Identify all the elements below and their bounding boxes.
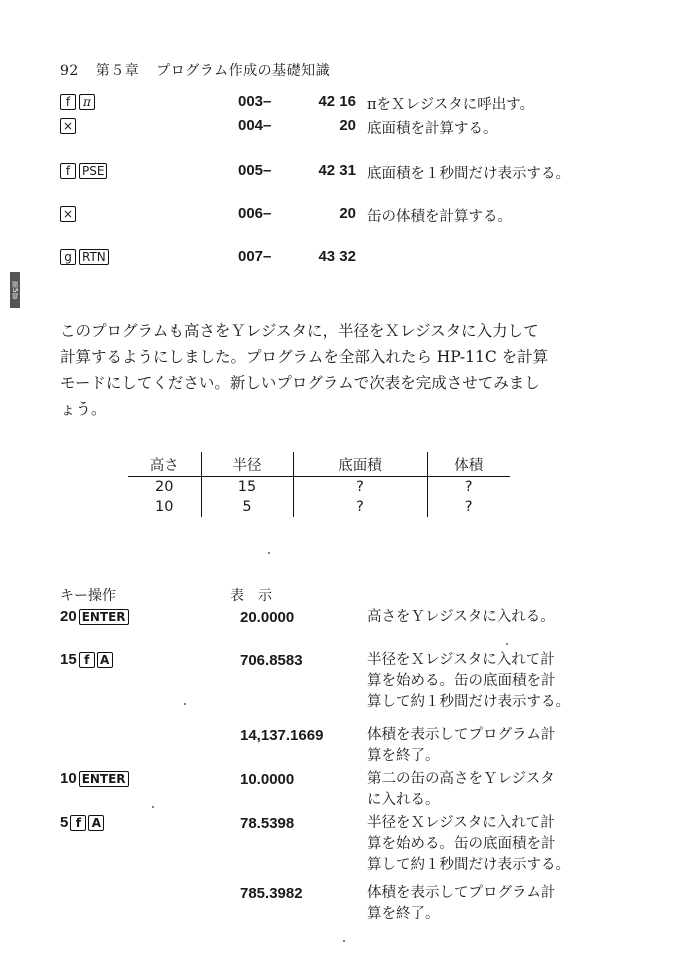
description-line: 算を始める。缶の底面積を計 <box>367 673 556 689</box>
operation-prefix: 10 <box>60 770 77 787</box>
program-keys <box>60 249 109 265</box>
operation-prefix: 15 <box>60 651 77 668</box>
key-enter: ENTER <box>79 609 129 625</box>
paragraph-line: モードにしてください。新しいプログラムで次表を完成させてみまし <box>60 374 540 392</box>
description-line: 算して約１秒間だけ表示する。 <box>367 694 570 710</box>
scan-speck <box>152 806 154 808</box>
operation-keys <box>60 814 104 831</box>
table-header-base-area: 底面積 <box>293 452 427 477</box>
key-g: g <box>60 249 76 265</box>
key-multiply: × <box>60 206 76 222</box>
can-volume-table <box>128 452 510 517</box>
key-f: f <box>79 652 95 668</box>
page-header <box>60 60 330 80</box>
program-description: 底面積を１秒間だけ表示する。 <box>367 166 570 182</box>
program-keys <box>60 163 107 179</box>
program-description: πをＸレジスタに呼出す。 <box>367 97 535 113</box>
operation-display: 20.0000 <box>240 609 295 626</box>
table-cell: 10 <box>128 497 201 517</box>
program-description: 缶の体積を計算する。 <box>367 209 512 225</box>
description-line: 半径をＸレジスタに入れて計 <box>367 815 555 831</box>
program-code: 42 31 <box>318 162 356 179</box>
description-line: に入れる。 <box>367 792 440 808</box>
key-rtn: RTN <box>79 249 109 265</box>
operation-prefix: 20 <box>60 608 77 625</box>
key-f: f <box>60 94 76 110</box>
scan-speck <box>184 703 186 705</box>
program-code: 42 16 <box>318 93 356 110</box>
table-cell: ? <box>464 499 473 515</box>
key-multiply: × <box>60 118 76 134</box>
operation-description <box>367 883 555 925</box>
scan-speck <box>506 643 508 645</box>
program-step: 004– <box>238 117 272 134</box>
program-description: 底面積を計算する。 <box>367 121 498 137</box>
table-row <box>128 497 510 517</box>
operation-description <box>367 607 555 628</box>
table-cell: 5 <box>201 497 293 517</box>
program-code: 43 32 <box>318 248 356 265</box>
operation-description <box>367 725 555 767</box>
table-row <box>128 477 510 498</box>
description-line: 算を終了。 <box>367 906 440 922</box>
program-keys <box>60 94 95 110</box>
program-code: 20 <box>339 117 356 134</box>
operations-header-keys: キー操作 <box>60 588 116 604</box>
key-a: A <box>88 815 104 831</box>
operation-display: 14,137.1669 <box>240 727 324 744</box>
operation-keys <box>60 608 129 625</box>
description-line: 体積を表示してプログラム計 <box>367 727 556 743</box>
table-header-volume: 体積 <box>427 452 510 477</box>
paragraph-line: 計算するようにしました。プログラムを全部入れたら HP-11C を計算 <box>60 348 549 366</box>
table-cell: ? <box>293 497 427 517</box>
operation-keys <box>60 770 129 787</box>
table-cell: 15 <box>201 477 293 498</box>
key-pse: PSE <box>79 163 107 179</box>
operation-display: 706.8583 <box>240 652 303 669</box>
scan-speck <box>268 552 270 554</box>
description-line: 第二の缶の高さをＹレジスタ <box>367 771 555 787</box>
chapter-title: プログラム作成の基礎知識 <box>156 63 331 79</box>
paragraph-line: このプログラムも高さをＹレジスタに，半径をＸレジスタに入力して <box>60 322 539 340</box>
program-step: 006– <box>238 205 272 222</box>
operation-display: 78.5398 <box>240 815 295 832</box>
table-cell: 20 <box>128 477 201 498</box>
chapter-label: 第５章 <box>95 63 140 79</box>
program-keys <box>60 118 76 134</box>
page-number: 92 <box>60 63 79 79</box>
program-step: 005– <box>238 162 272 179</box>
key-pi: π <box>79 94 95 110</box>
key-a: A <box>97 652 113 668</box>
table-header-height: 高さ <box>128 452 201 477</box>
table-cell: ? <box>464 479 473 495</box>
operation-display: 785.3982 <box>240 885 303 902</box>
operation-prefix: 5 <box>60 814 69 831</box>
scan-speck <box>343 940 345 942</box>
description-line: 半径をＸレジスタに入れて計 <box>367 652 555 668</box>
operations-header-display: 表 示 <box>230 588 272 604</box>
description-line: 算を始める。缶の底面積を計 <box>367 836 556 852</box>
key-f: f <box>60 163 76 179</box>
program-code: 20 <box>339 205 356 222</box>
paragraph-line: ょう。 <box>60 400 107 418</box>
program-keys <box>60 206 76 222</box>
table-header-row <box>128 452 510 477</box>
key-enter: ENTER <box>79 771 129 787</box>
chapter-edge-tab: 第5章 <box>10 272 20 308</box>
operation-description <box>367 650 570 713</box>
operation-display: 10.0000 <box>240 771 295 788</box>
operation-description <box>367 769 555 811</box>
program-step: 003– <box>238 93 272 110</box>
operation-description <box>367 813 570 876</box>
description-line: 算して約１秒間だけ表示する。 <box>367 857 570 873</box>
description-line: 高さをＹレジスタに入れる。 <box>367 609 555 625</box>
description-line: 算を終了。 <box>367 748 440 764</box>
operation-keys <box>60 651 113 668</box>
table-header-radius: 半径 <box>201 452 293 477</box>
description-line: 体積を表示してプログラム計 <box>367 885 556 901</box>
body-paragraph <box>60 318 600 422</box>
program-step: 007– <box>238 248 272 265</box>
table-cell: ? <box>293 477 427 498</box>
key-f: f <box>70 815 86 831</box>
